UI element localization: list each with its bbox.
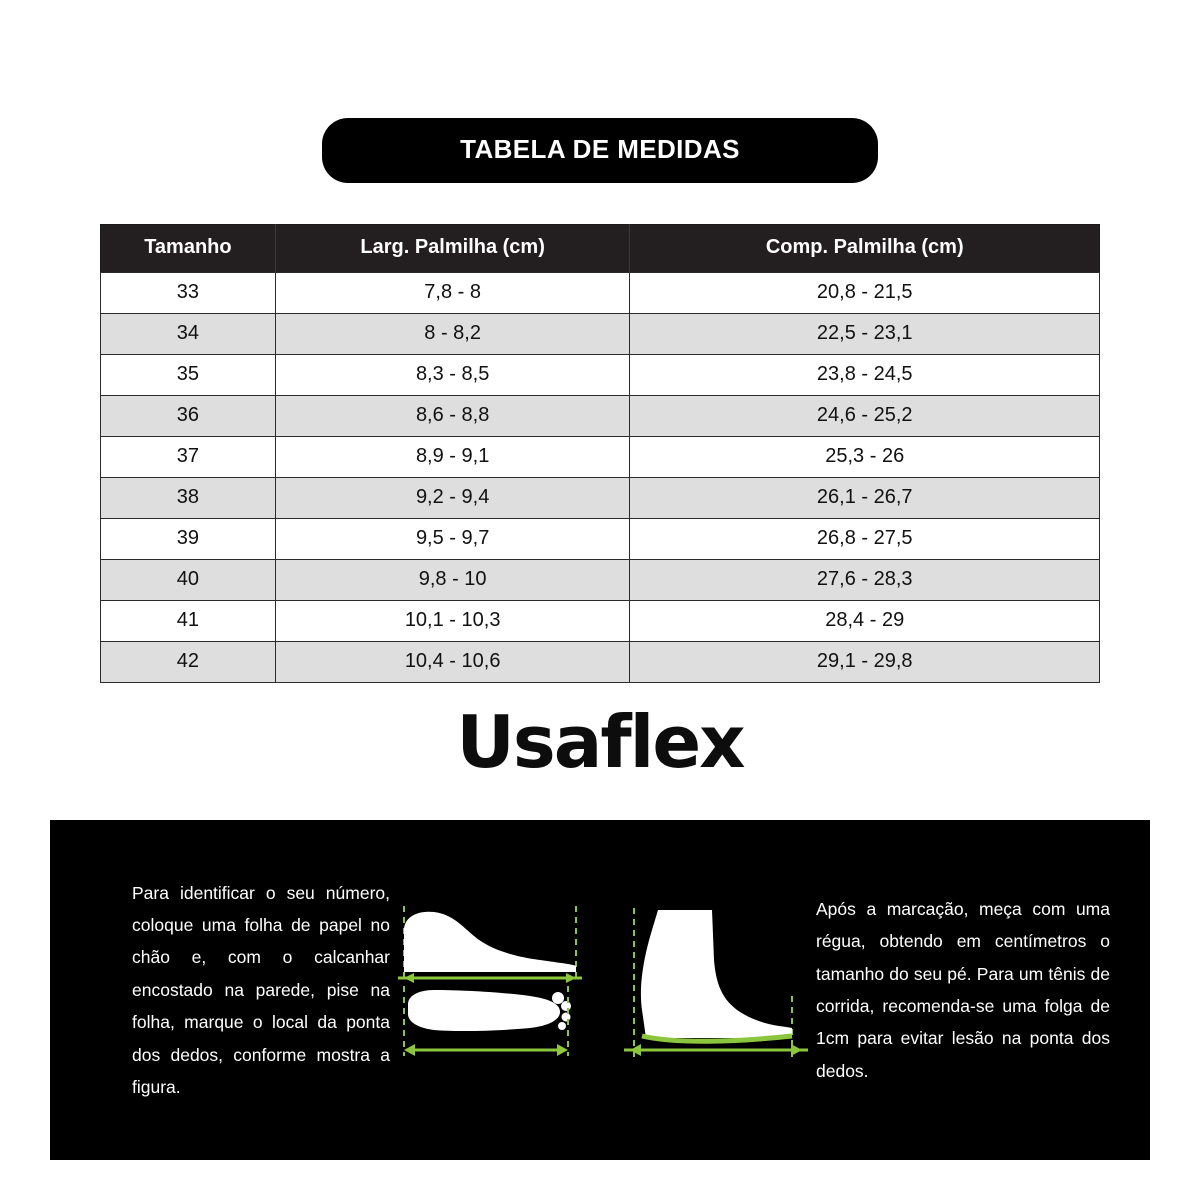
foot-front-view-diagram bbox=[616, 900, 816, 1080]
column-header-width: Larg. Palmilha (cm) bbox=[275, 225, 630, 273]
cell-length: 26,1 - 26,7 bbox=[630, 478, 1100, 519]
cell-length: 20,8 - 21,5 bbox=[630, 273, 1100, 314]
size-chart-table-container bbox=[100, 224, 1100, 683]
cell-size: 35 bbox=[101, 355, 276, 396]
cell-length: 25,3 - 26 bbox=[630, 437, 1100, 478]
table-row bbox=[101, 396, 1100, 437]
table-header-row bbox=[101, 225, 1100, 273]
table-row bbox=[101, 560, 1100, 601]
table-row bbox=[101, 273, 1100, 314]
cell-length: 24,6 - 25,2 bbox=[630, 396, 1100, 437]
measurement-figures bbox=[390, 900, 816, 1080]
column-header-length: Comp. Palmilha (cm) bbox=[630, 225, 1100, 273]
page-title: TABELA DE MEDIDAS bbox=[322, 118, 878, 183]
cell-size: 33 bbox=[101, 273, 276, 314]
cell-size: 36 bbox=[101, 396, 276, 437]
table-row bbox=[101, 601, 1100, 642]
brand-logo: Usaflex bbox=[456, 700, 744, 784]
cell-length: 28,4 - 29 bbox=[630, 601, 1100, 642]
cell-width: 9,5 - 9,7 bbox=[275, 519, 630, 560]
cell-width: 8 - 8,2 bbox=[275, 314, 630, 355]
foot-side-view-diagram bbox=[390, 900, 590, 1080]
cell-length: 22,5 - 23,1 bbox=[630, 314, 1100, 355]
table-row bbox=[101, 437, 1100, 478]
cell-width: 10,4 - 10,6 bbox=[275, 642, 630, 683]
size-chart-table bbox=[100, 224, 1100, 683]
cell-length: 27,6 - 28,3 bbox=[630, 560, 1100, 601]
cell-length: 23,8 - 24,5 bbox=[630, 355, 1100, 396]
table-row bbox=[101, 642, 1100, 683]
cell-width: 9,8 - 10 bbox=[275, 560, 630, 601]
table-row bbox=[101, 478, 1100, 519]
cell-width: 8,3 - 8,5 bbox=[275, 355, 630, 396]
cell-size: 41 bbox=[101, 601, 276, 642]
cell-size: 42 bbox=[101, 642, 276, 683]
cell-width: 8,6 - 8,8 bbox=[275, 396, 630, 437]
cell-size: 38 bbox=[101, 478, 276, 519]
cell-length: 26,8 - 27,5 bbox=[630, 519, 1100, 560]
column-header-size: Tamanho bbox=[101, 225, 276, 273]
instructions-left-text: Para identificar o seu número, coloque uma folha de papel no chão e, com o calcanhar encostado na parede, pise na folha, marque o local da ponta dos dedos, conforme mostra a figura. bbox=[132, 882, 390, 1097]
table-body bbox=[101, 273, 1100, 683]
table-row bbox=[101, 314, 1100, 355]
cell-width: 7,8 - 8 bbox=[275, 273, 630, 314]
cell-size: 34 bbox=[101, 314, 276, 355]
cell-width: 9,2 - 9,4 bbox=[275, 478, 630, 519]
cell-width: 8,9 - 9,1 bbox=[275, 437, 630, 478]
cell-size: 39 bbox=[101, 519, 276, 560]
cell-size: 37 bbox=[101, 437, 276, 478]
cell-length: 29,1 - 29,8 bbox=[630, 642, 1100, 683]
instructions-right-text: Após a marcação, meça com uma régua, obtendo em centímetros o tamanho do seu pé. Para um tênis de corrida, recomenda-se uma folga de 1cm para evitar lesão na ponta dos dedos. bbox=[816, 898, 1110, 1081]
table-header bbox=[101, 225, 1100, 273]
cell-size: 40 bbox=[101, 560, 276, 601]
title-banner bbox=[0, 118, 1200, 183]
table-row bbox=[101, 519, 1100, 560]
table-row bbox=[101, 355, 1100, 396]
instructions-panel bbox=[50, 820, 1150, 1160]
cell-width: 10,1 - 10,3 bbox=[275, 601, 630, 642]
